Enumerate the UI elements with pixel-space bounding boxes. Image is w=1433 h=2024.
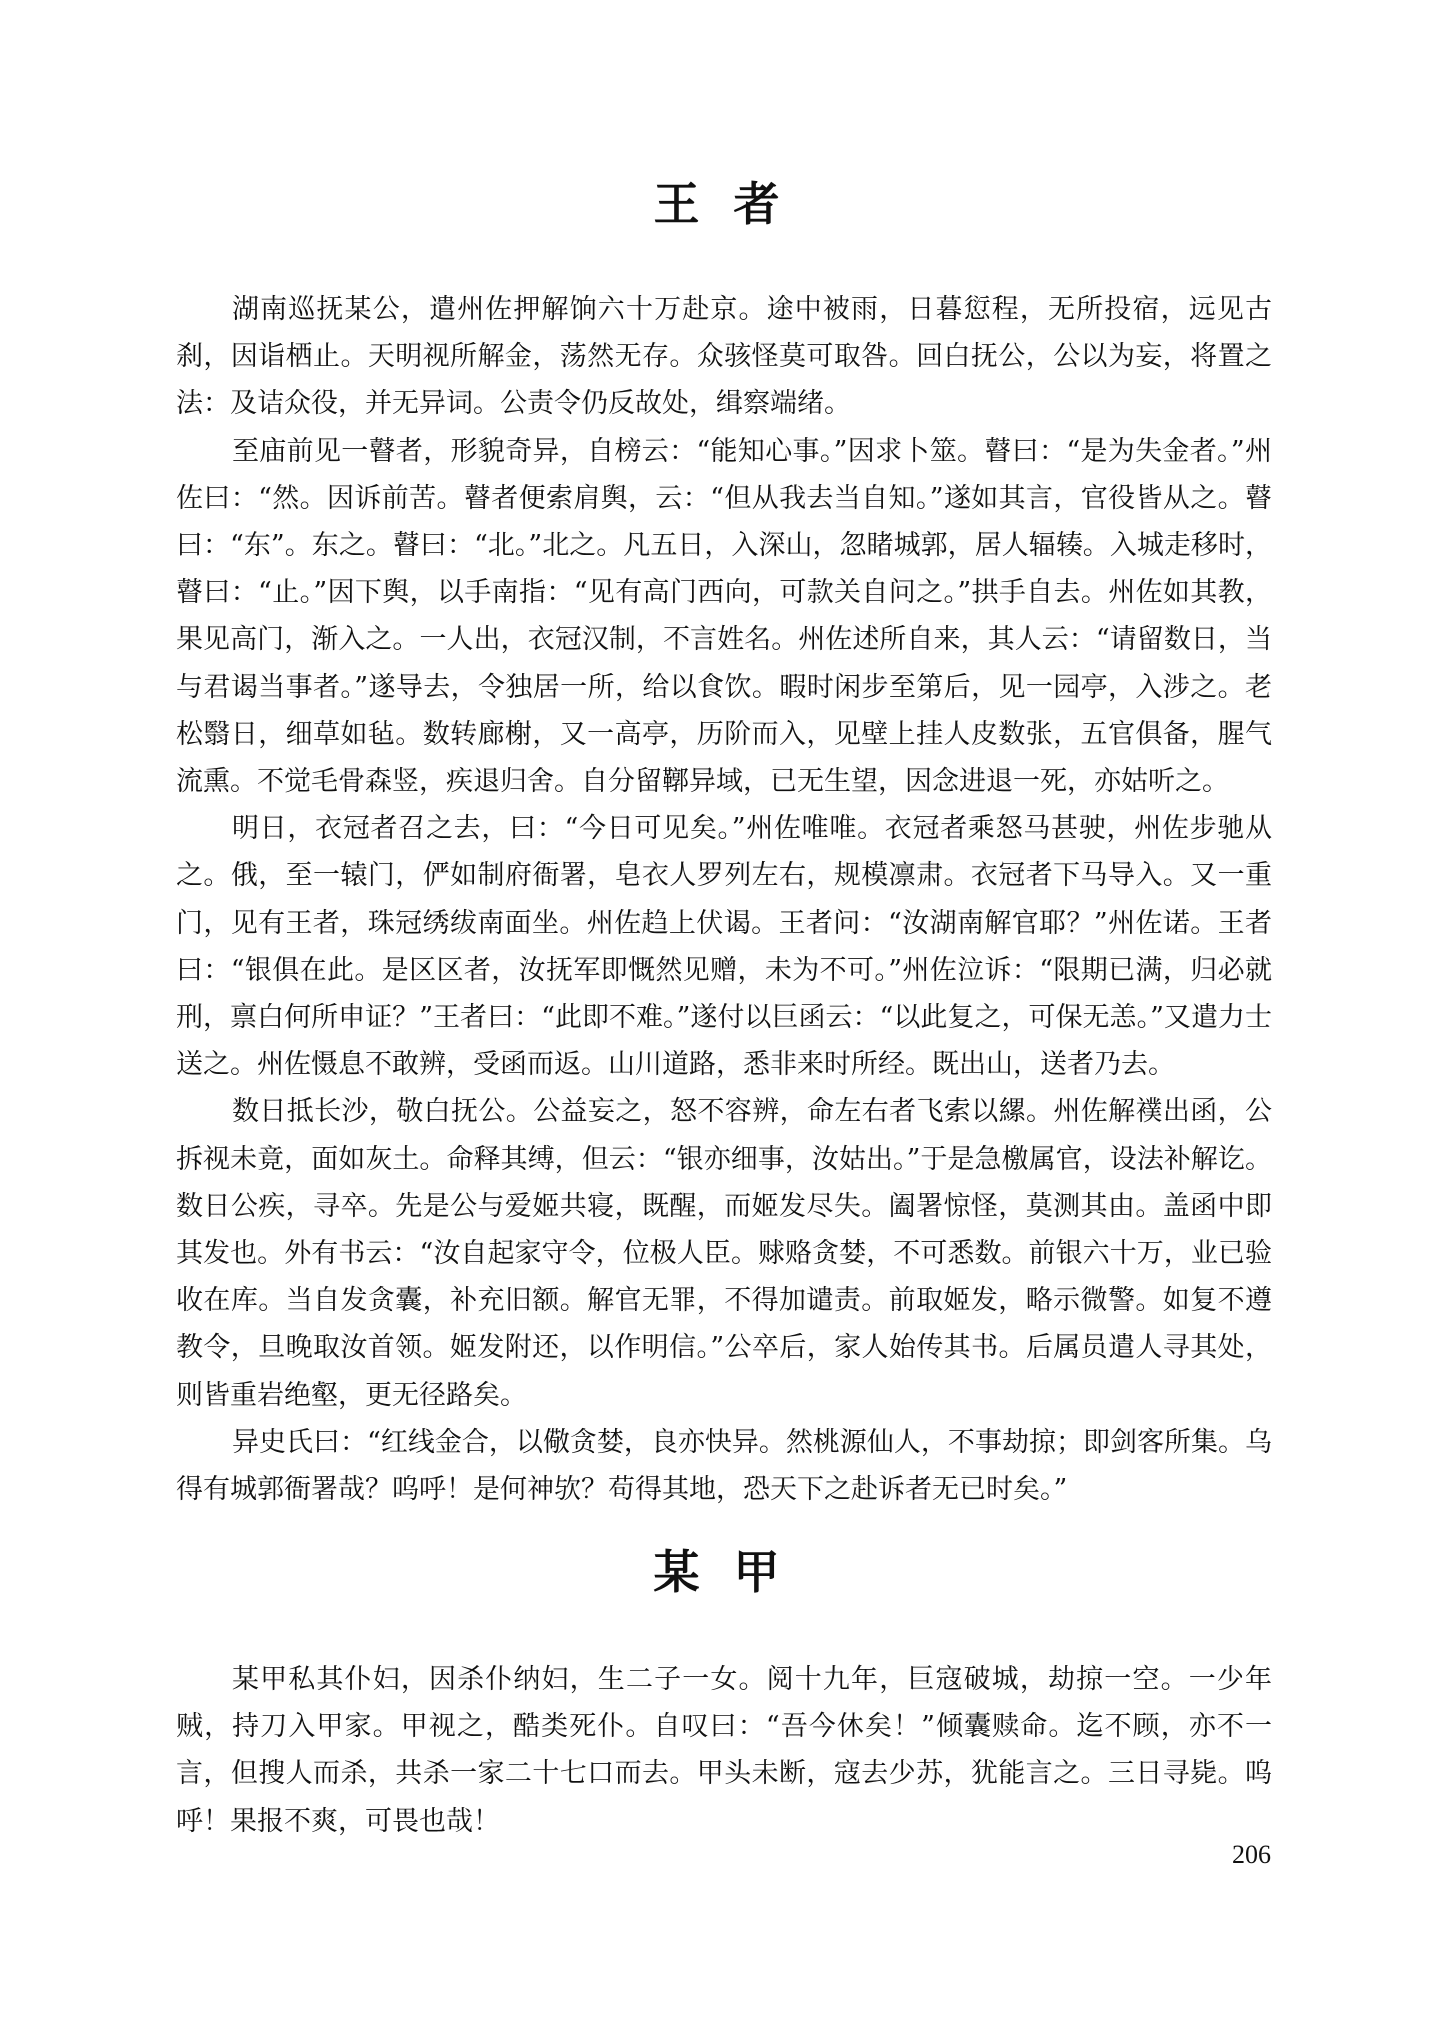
section-body	[176, 1656, 1272, 1845]
section-body	[176, 286, 1272, 1513]
page-number: 206	[1232, 1840, 1271, 1869]
section-title: 某甲	[653, 1545, 814, 1599]
paragraph: 数日抵长沙，敬白抚公。公益妄之，怒不容辨，命左右者飞索以縲。州佐解襆出函，公拆视未竟，面如灰土。命释其缚，但云：“银亦细事，汝姑出。”于是急檄属官，设法补解讫。数日公疾，寻卒。先是公与爱姬共寝，既醒，而姬发尽失。阖署惊怪，莫测其由。盖函中即其发也。外有书云：“汝自起家守令，位极人臣。赇赂贪婪，不可悉数。前银六十万，业已验收在库。当自发贪囊，补充旧额。解官无罪，不得加谴责。前取姬发，略示微警。如复不遵教令，旦晚取汝首领。姬发附还，以作明信。”公卒后，家人始传其书。后属员遣人寻其处，则皆重岩绝壑，更无径路矣。	[176, 1096, 1272, 1411]
commentary-paragraph: 异史氏曰：“红线金合，以儆贪婪，良亦快异。然桃源仙人，不事劫掠；即剑客所集。乌得有城郭衙署哉？呜呼！是何神欤？苟得其地，恐天下之赴诉者无已时矣。”	[176, 1426, 1272, 1506]
paragraph: 明日，衣冠者召之去，曰：“今日可见矣。”州佐唯唯。衣冠者乘怒马甚驶，州佐步驰从之。俄，至一辕门，俨如制府衙署，皂衣人罗列左右，规模凛肃。衣冠者下马导入。又一重门，见有王者，珠冠绣绂南面坐。州佐趋上伏谒。王者问：“汝湖南解官耶？”州佐诺。王者曰：“银俱在此。是区区者，汝抚军即慨然见赠，未为不可。”州佐泣诉：“限期已满，归必就刑，禀白何所申证？”王者曰：“此即不难。”遂付以巨函云：“以此复之，可保无恙。”又遣力士送之。州佐慑息不敢辨，受函而返。山川道路，悉非来时所经。既出山，送者乃去。	[176, 813, 1272, 1081]
section-title: 王者	[653, 177, 814, 231]
paragraph: 湖南巡抚某公，遣州佐押解饷六十万赴京。途中被雨，日暮愆程，无所投宿，远见古刹，因诣栖止。天明视所解金，荡然无存。众骇怪莫可取咎。回白抚公，公以为妄，将置之法：及诘众役，并无异词。公责令仍反故处，缉察端绪。	[176, 294, 1272, 420]
paragraph: 至庙前见一瞽者，形貌奇异，自榜云：“能知心事。”因求卜筮。瞽曰：“是为失金者。”州佐曰：“然。因诉前苦。瞽者便索肩舆，云：“但从我去当自知。”遂如其言，官役皆从之。瞽曰：“东”。东之。瞽曰：“北。”北之。凡五日，入深山，忽睹城郭，居人辐辏。入城走移时，瞽曰：“止。”因下舆，以手南指：“见有高门西向，可款关自问之。”拱手自去。州佐如其教，果见高门，渐入之。一人出，衣冠汉制，不言姓名。州佐述所自来，其人云：“请留数日，当与君谒当事者。”遂导去，令独居一所，给以食饮。暇时闲步至第后，见一园亭，入涉之。老松翳日，细草如毡。数转廊榭，又一高亭，历阶而入，见壁上挂人皮数张，五官俱备，腥气流熏。不觉毛骨森竖，疾退归舍。自分留鞹异域，已无生望，因念进退一死，亦姑听之。	[176, 435, 1272, 798]
paragraph: 某甲私其仆妇，因杀仆纳妇，生二子一女。阅十九年，巨寇破城，劫掠一空。一少年贼，持刀入甲家。甲视之，酷类死仆。自叹曰：“吾今休矣！”倾囊赎命。迄不顾，亦不一言，但搜人而杀，共杀一家二十七口而去。甲头未断，寇去少苏，犹能言之。三日寻毙。呜呼！果报不爽，可畏也哉！	[176, 1664, 1272, 1837]
